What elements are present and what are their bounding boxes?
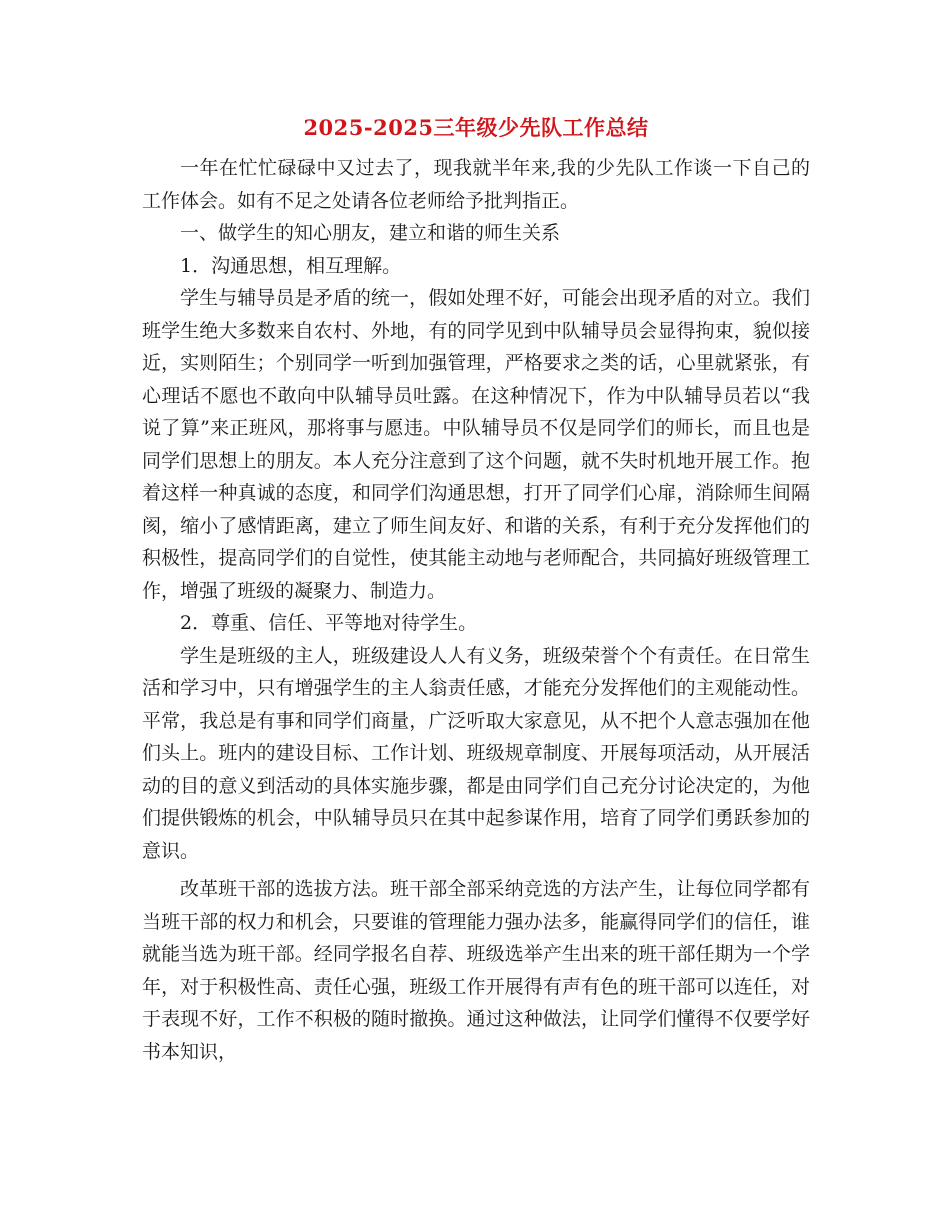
subheading-2: 2．尊重、信任、平等地对待学生。 [180,612,478,634]
subheading-1: 1．沟通思想，相互理解。 [180,254,402,277]
intro-paragraph: 一年在忙忙碌碌中又过去了，现我就半年来,我的少先队工作谈一下自己的工作体会。如有不足之处请各位老师给予批判指正。 [142,157,810,212]
body-paragraph: 改革班干部的选拔方法。班干部全部采纳竞选的方法产生，让每位同学都有当班干部的权力和机会，只要谁的管理能力强办法多，能赢得同学们的信任，谁就能当选为班干部。经同学报名自荐、班级选举产生出来的班干部任期为一个学年，对于积极性高、责任心强，班级工作开展得有声有色的班干部可以连任，对于表现不好，工作不积极的随时撤换。通过这种做法，让同学们懂得不仅要学好书本知识， [142,878,810,1063]
document-page [142,108,810,1068]
body-paragraph: 学生与辅导员是矛盾的统一，假如处理不好，可能会出现矛盾的对立。我们班学生绝大多数来自农村、外地，有的同学见到中队辅导员会显得拘束，貌似接近，实则陌生；个别同学一听到加强管理，严格要求之类的话，心里就紧张，有心理话不愿也不敢向中队辅导员吐露。在这种情况下，作为中队辅导员若以“我说了算”来正班风，那将事与愿违。中队辅导员不仅是同学们的师长，而且也是同学们思想上的朋友。本人充分注意到了这个问题，就不失时机地开展工作。抱着这样一种真诚的态度，和同学们沟通思想，打开了同学们心扉，消除师生间隔阂，缩小了感情距离，建立了师生间友好、和谐的关系，有利于充分发挥他们的积极性，提高同学们的自觉性，使其能主动地与老师配合，共同搞好班级管理工作，增强了班级的凝聚力、制造力。 [142,287,810,602]
document-title: 2025-2025三年级少先队工作总结 [303,115,649,140]
section-heading-1: 一、做学生的知心朋友，建立和谐的师生关系 [180,222,561,244]
body-paragraph: 学生是班级的主人，班级建设人人有义务，班级荣誉个个有责任。在日常生活和学习中，只有增强学生的主人翁责任感，才能充分发挥他们的主观能动性。平常，我总是有事和同学们商量，广泛听取大家意见，从不把个人意志强加在他们头上。班内的建设目标、工作计划、班级规章制度、开展每项活动，从开展活动的目的意义到活动的具体实施步骤，都是由同学们自己充分讨论决定的，为他们提供锻炼的机会，中队辅导员只在其中起参谋作用，培育了同学们勇跃参加的意识。 [142,644,810,862]
